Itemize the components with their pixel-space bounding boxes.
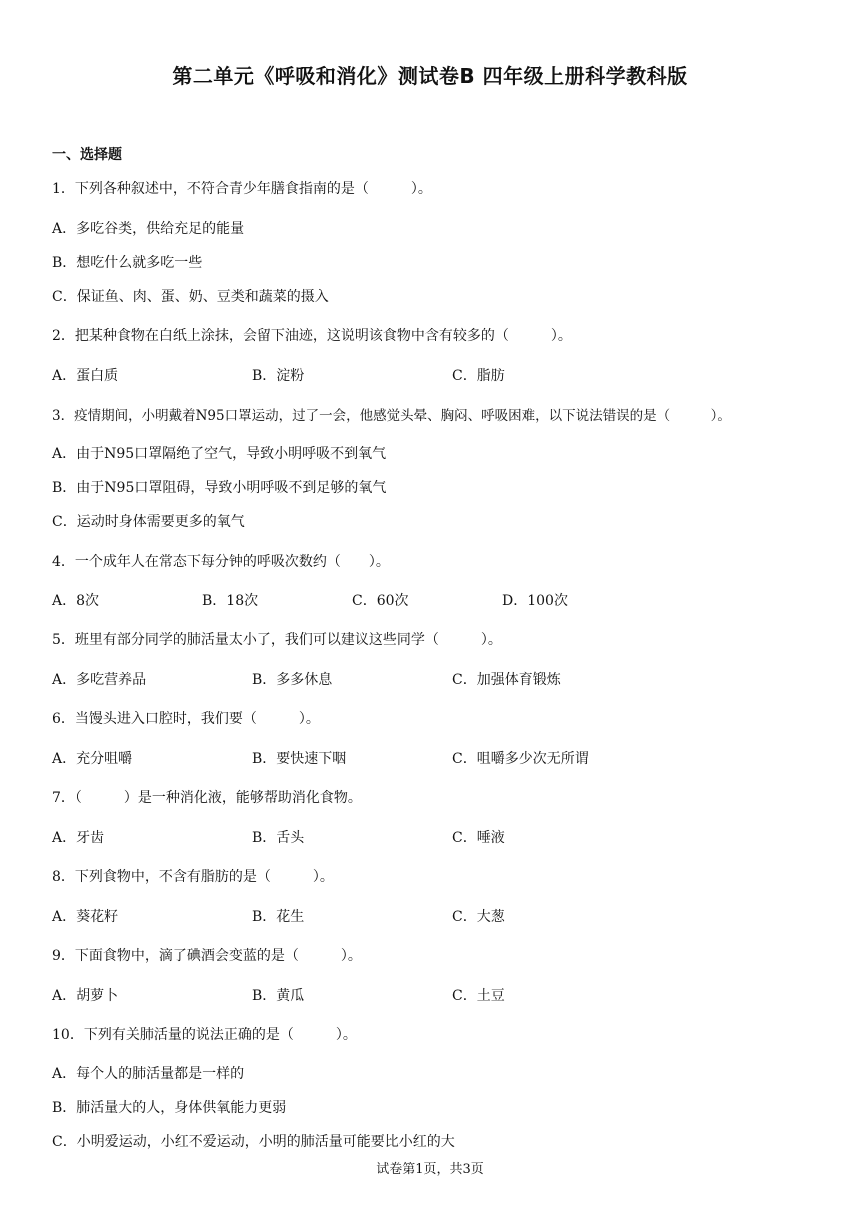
q1-option-b: B．想吃什么就多吃一些 [52,255,203,271]
q4-option-b: B．18次 [202,593,259,609]
q1-option-c: C．保证鱼、肉、蛋、奶、豆类和蔬菜的摄入 [52,289,329,305]
page-title: 第二单元《呼吸和消化》测试卷B 四年级上册科学教科版 [172,64,688,88]
q6-option-c: C．咀嚼多少次无所谓 [452,751,589,767]
q1-option-a: A．多吃谷类，供给充足的能量 [52,221,245,237]
q5-option-a: A．多吃营养品 [52,672,147,688]
q10-option-c: C．小明爱运动，小红不爱运动，小明的肺活量可能要比小红的大 [52,1134,455,1150]
q6-option-a: A．充分咀嚼 [52,751,133,767]
section-heading: 一、选择题 [52,147,122,163]
q3-option-c: C．运动时身体需要更多的氧气 [52,514,245,530]
q2-option-c: C．脂肪 [452,368,505,384]
q6-option-b: B．要快速下咽 [252,751,347,767]
q10-option-a: A．每个人的肺活量都是一样的 [52,1066,245,1082]
q4-option-c: C．60次 [352,593,409,609]
q9-option-c: C．土豆 [452,988,505,1004]
q7-option-a: A．牙齿 [52,830,105,846]
q2-option-b: B．淀粉 [252,368,305,384]
q3-option-a: A．由于N95口罩隔绝了空气，导致小明呼吸不到氧气 [52,446,387,462]
question-7: 7．（ ）是一种消化液，能够帮助消化食物。 [52,790,362,806]
q5-option-b: B．多多休息 [252,672,333,688]
question-3: 3．疫情期间，小明戴着N95口罩运动，过了一会，他感觉头晕、胸闷、呼吸困难，以下说法错误的是（ ）。 [52,408,731,424]
q7-option-c: C．唾液 [452,830,505,846]
page-footer: 试卷第1页，共3页 [376,1162,484,1177]
question-1: 1．下列各种叙述中，不符合青少年膳食指南的是（ ）。 [52,181,432,197]
question-6: 6．当馒头进入口腔时，我们要（ ）。 [52,711,320,727]
q8-option-c: C．大葱 [452,909,505,925]
question-8: 8．下列食物中，不含有脂肪的是（ ）。 [52,869,334,885]
q8-option-b: B．花生 [252,909,305,925]
q7-option-b: B．舌头 [252,830,305,846]
q3-option-b: B．由于N95口罩阻碍，导致小明呼吸不到足够的氧气 [52,480,387,496]
question-4: 4．一个成年人在常态下每分钟的呼吸次数约（ ）。 [52,554,390,570]
question-2: 2．把某种食物在白纸上涂抹，会留下油迹，这说明该食物中含有较多的（ ）。 [52,328,572,344]
question-10: 10．下列有关肺活量的说法正确的是（ ）。 [52,1027,357,1043]
q5-option-c: C．加强体育锻炼 [452,672,561,688]
q9-option-a: A．胡萝卜 [52,988,119,1004]
q4-option-d: D．100次 [502,593,568,609]
q8-option-a: A．葵花籽 [52,909,119,925]
q10-option-b: B．肺活量大的人，身体供氧能力更弱 [52,1100,287,1116]
q9-option-b: B．黄瓜 [252,988,305,1004]
question-5: 5．班里有部分同学的肺活量太小了，我们可以建议这些同学（ ）。 [52,632,502,648]
question-9: 9．下面食物中，滴了碘酒会变蓝的是（ ）。 [52,948,362,964]
q2-option-a: A．蛋白质 [52,368,119,384]
q4-option-a: A．8次 [52,593,100,609]
